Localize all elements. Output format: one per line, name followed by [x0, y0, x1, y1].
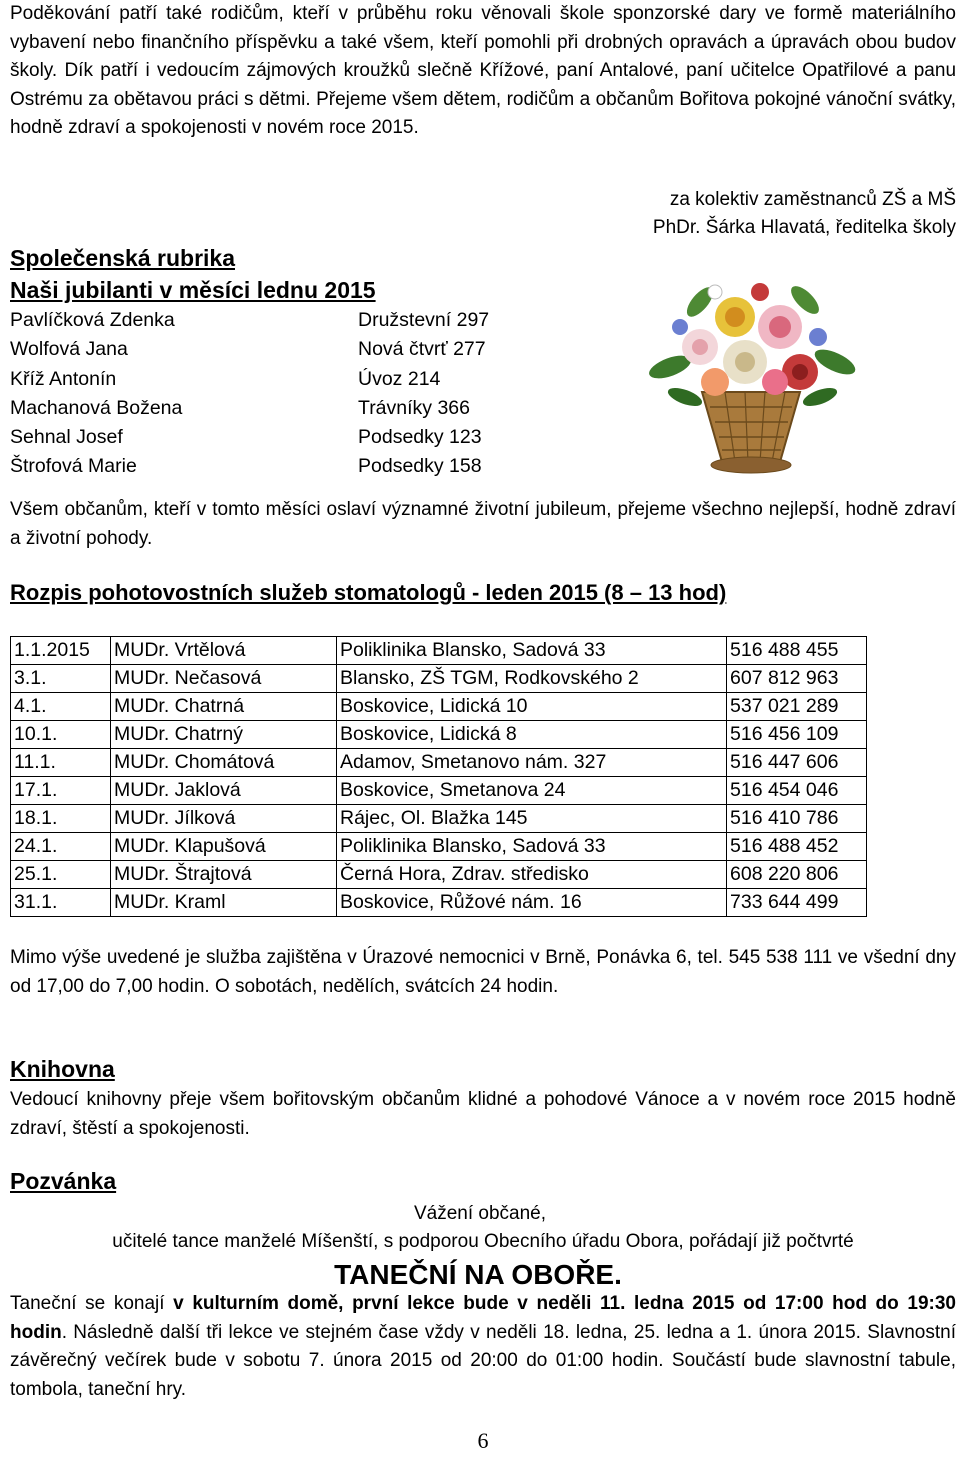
jubilant-name: Wolfová Jana [10, 338, 128, 361]
duty-date: 1.1.2015 [11, 637, 111, 665]
jubilant-address: Nová čtvrť 277 [358, 338, 486, 361]
intro-text [10, 0, 956, 143]
jubilant-name: Štrofová Marie [10, 455, 137, 478]
duty-date: 4.1. [11, 693, 111, 721]
signature [576, 186, 956, 241]
dentist-schedule-heading: Rozpis pohotovostních služeb stomatologů - leden 2015 (8 – 13 hod) [10, 580, 727, 605]
duty-phone: 607 812 963 [727, 665, 867, 693]
duty-row [11, 721, 867, 749]
duty-location: Poliklinika Blansko, Sadová 33 [337, 833, 727, 861]
duty-phone: 733 644 499 [727, 889, 867, 917]
invitation-body-start: Taneční se konají [10, 1293, 174, 1314]
duty-doctor: MUDr. Jaklová [111, 777, 337, 805]
duty-doctor: MUDr. Štrajtová [111, 861, 337, 889]
jubilant-address: Trávníky 366 [358, 396, 470, 419]
page-number: 6 [477, 1428, 489, 1453]
christmas-wish-text: Přejeme všem dětem, rodičům a občanům Bořitova pokojné vánoční svátky, hodně zdraví a spokojenosti v novém roce 2015. [10, 88, 956, 138]
duty-row [11, 861, 867, 889]
jubilant-address: Podsedky 158 [358, 455, 482, 478]
duty-doctor: MUDr. Vrtělová [111, 637, 337, 665]
jubilant-name: Machanová Božena [10, 396, 183, 419]
emergency-note-text: Mimo výše uvedené je služba zajištěna v Úrazové nemocnici v Brně, Ponávka 6, tel. 545 538 111 ve všední dny od 17,00 do 7,00 hodin. O sobotách, nedělích, svátcích 24 hodin. [10, 947, 956, 997]
jubilant-name: Sehnal Josef [10, 426, 123, 448]
duty-date: 25.1. [11, 861, 111, 889]
jubilants-heading: Naši jubilanti v měsíci lednu 2015 [10, 277, 376, 303]
duty-phone: 516 488 455 [727, 637, 867, 665]
duty-row [11, 833, 867, 861]
duty-location: Boskovice, Růžové nám. 16 [337, 889, 727, 917]
duty-doctor: MUDr. Chomátová [111, 749, 337, 777]
invitation-organizers: učitelé tance manželé Míšenští, s podporou Obecního úřadu Obora, pořádají již počtvrté [112, 1231, 854, 1252]
invitation-body [10, 1290, 956, 1404]
library-heading: Knihovna [10, 1056, 115, 1082]
duty-phone: 516 410 786 [727, 805, 867, 833]
signature-line-1: za kolektiv zaměstnanců ZŠ a MŠ [669, 189, 956, 210]
duty-doctor: MUDr. Chatrná [111, 693, 337, 721]
duty-date: 11.1. [11, 749, 111, 777]
duty-doctor: MUDr. Nečasová [111, 665, 337, 693]
duty-row [11, 889, 867, 917]
jubilant-address: Úvoz 214 [358, 367, 441, 390]
duty-doctor: MUDr. Chatrný [111, 721, 337, 749]
jubilants-table [10, 306, 489, 482]
thanks-leaders-text: Dík patří i vedoucím zájmových kroužků slečně Křížové, paní Antalové, paní učitelce Opatřilové a panu Ostrému za obětavou práci s dětmi. [10, 60, 957, 110]
duty-row [11, 777, 867, 805]
jubilant-row [10, 335, 489, 364]
duty-doctor: MUDr. Jílková [111, 805, 337, 833]
duty-location: Boskovice, Smetanova 24 [337, 777, 727, 805]
jubilant-address: Podsedky 123 [358, 426, 482, 448]
duty-location: Boskovice, Lidická 8 [337, 721, 727, 749]
social-heading: Společenská rubrika [10, 245, 235, 271]
duty-phone: 537 021 289 [727, 693, 867, 721]
invitation-greeting: Vážení občané, [413, 1203, 547, 1224]
jubilee-wish-text: Všem občanům, kteří v tomto měsíci oslaví významné životní jubileum, přejeme všechno nejlepší, hodně zdraví a životní pohody. [10, 499, 956, 549]
duty-row [11, 637, 867, 665]
duty-row [11, 665, 867, 693]
library-text: Vedoucí knihovny přeje všem bořitovským občanům klidné a pohodové Vánoce a v novém roce 2015 hodně zdraví, štěstí a spokojenosti. [10, 1089, 956, 1139]
dentist-schedule-table [10, 636, 867, 917]
jubilant-row [10, 365, 489, 394]
jubilant-name: Kříž Antonín [10, 367, 117, 390]
signature-line-2: PhDr. Šárka Hlavatá, ředitelka školy [652, 216, 956, 238]
duty-doctor: MUDr. Klapušová [111, 833, 337, 861]
duty-date: 18.1. [11, 805, 111, 833]
thanks-parents-text: Poděkování patří také rodičům, kteří v průběhu roku věnovali škole sponzorské dary ve formě materiálního vybavení nebo finančního příspěvku a také všem, kteří pomohli při drobných opravách a úpravách obou budov školy. [10, 3, 956, 81]
jubilant-row [10, 394, 489, 423]
invitation-title: TANEČNÍ NA OBOŘE. [334, 1259, 622, 1290]
duty-date: 31.1. [11, 889, 111, 917]
duty-location: Adamov, Smetanovo nám. 327 [337, 749, 727, 777]
duty-row [11, 693, 867, 721]
jubilant-row [10, 423, 489, 452]
duty-phone: 516 454 046 [727, 777, 867, 805]
social-section [10, 242, 376, 306]
duty-doctor: MUDr. Kraml [111, 889, 337, 917]
duty-phone: 516 488 452 [727, 833, 867, 861]
jubilant-row [10, 452, 489, 481]
duty-date: 17.1. [11, 777, 111, 805]
duty-row [11, 749, 867, 777]
duty-phone: 516 456 109 [727, 721, 867, 749]
duty-location: Rájec, Ol. Blažka 145 [337, 805, 727, 833]
duty-phone: 608 220 806 [727, 861, 867, 889]
duty-date: 10.1. [11, 721, 111, 749]
duty-row [11, 805, 867, 833]
jubilant-row [10, 306, 489, 335]
duty-location: Boskovice, Lidická 10 [337, 693, 727, 721]
jubilant-name: Pavlíčková Zdenka [10, 309, 175, 331]
duty-phone: 516 447 606 [727, 749, 867, 777]
duty-date: 24.1. [11, 833, 111, 861]
duty-location: Černá Hora, Zdrav. středisko [337, 861, 727, 889]
invitation-heading: Pozvánka [10, 1168, 117, 1194]
jubilant-address: Družstevní 297 [358, 309, 490, 331]
invitation-body-rest: . Následně další tři lekce ve stejném čase vždy v neděli 18. ledna, 25. ledna a 1. února 2015. Slavnostní závěrečný večírek bude v sobotu 7. února 2015 od 20:00 do 01:00 hodin. Součástí bude slavnostní tabule, tombola, taneční hry. [10, 1321, 956, 1400]
flower-basket-illustration [640, 272, 862, 482]
duty-date: 3.1. [11, 665, 111, 693]
duty-location: Poliklinika Blansko, Sadová 33 [337, 637, 727, 665]
duty-location: Blansko, ZŠ TGM, Rodkovského 2 [337, 665, 727, 693]
invitation-body-bold: v kulturním domě, první lekce bude v neděli 11. ledna 2015 od 17:00 hod do 19:30 hodin [10, 1293, 956, 1343]
